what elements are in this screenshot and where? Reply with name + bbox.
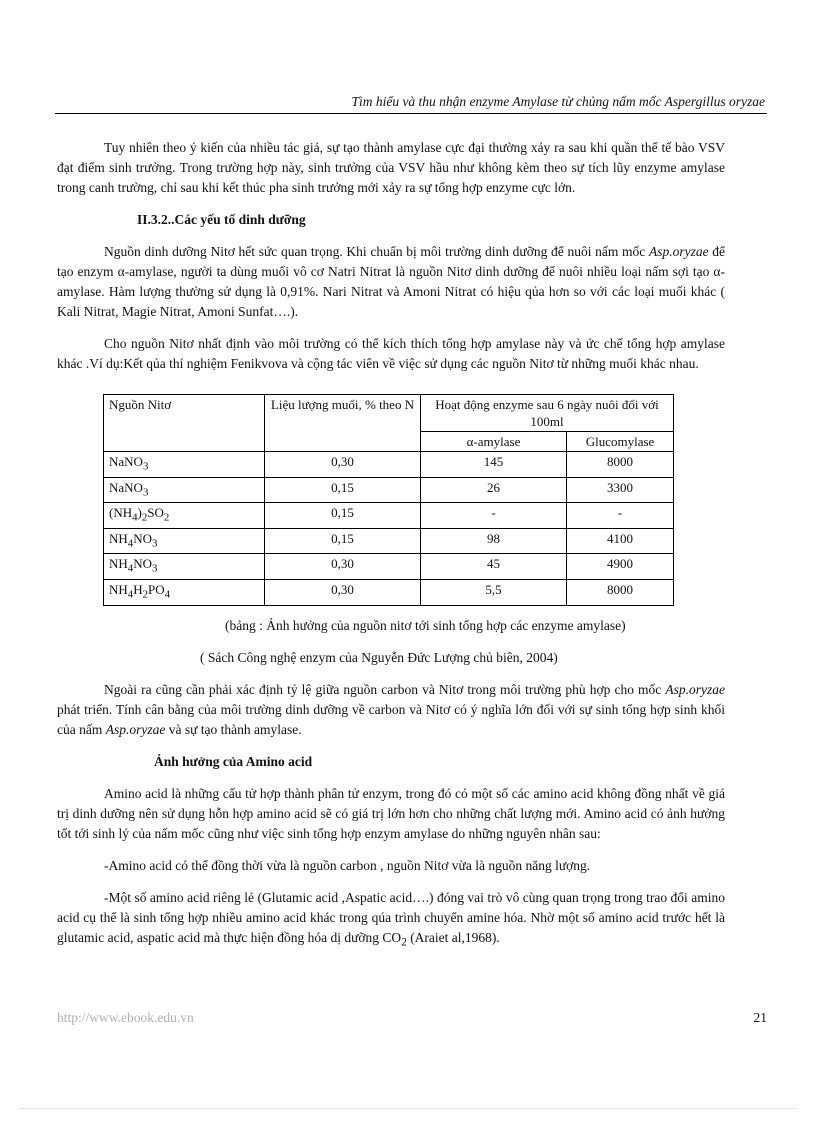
page-number: 21 [753,1010,767,1025]
page-footer [57,1010,767,1026]
formula-subscript: 2 [141,511,148,524]
paragraph [57,888,725,953]
alpha-cell: 98 [421,528,567,554]
nitrogen-source-cell [104,579,265,605]
formula-part: NO [133,556,152,572]
running-header: Tìm hiểu và thu nhận enzyme Amylase từ chủng nấm mốc Aspergillus oryzae [351,94,765,109]
alpha-cell: 5,5 [421,579,567,605]
table-header-row [104,395,674,432]
nitrogen-source-cell [104,503,265,529]
header-cell: α-amylase [421,432,567,452]
formula-part: NaNO [109,454,143,469]
formula-subscript: 3 [142,460,149,473]
formula-subscript: 2 [142,588,149,601]
gluco-cell: 8000 [567,452,674,478]
gluco-cell: - [567,503,674,529]
text-run: và sự tạo thành amylase. [165,721,302,737]
header-cell: Hoạt động enzyme sau 6 ngày nuôi đối với 100ml [421,395,674,432]
gluco-cell: 8000 [567,579,674,605]
formula-subscript: 4 [127,537,134,550]
formula-part: ) [137,505,142,521]
subscript: 2 [401,936,407,949]
species-name: Asp.oryzae [648,244,709,259]
text-run: -Một số amino acid riêng lẻ (Glutamic acid ,Aspatic acid….) đóng vai trò vô cùng quan trọng trong trao đổi amino acid cụ thể là sinh tổng hợp nhiều amino acid khác trong qúa trình chuyển amine hóa. Nhờ một số amino acid trước hết là glutamic acid, aspatic acid mà thực hiện đồng hóa dị dưỡng CO [57,889,725,945]
formula-part: (NH [109,505,133,521]
nitrogen-source-table [103,394,674,606]
page-body [57,138,725,964]
nitrogen-source-cell [104,554,265,580]
text-run: Ngoài ra cũng cần phải xác định tỷ lệ giữa nguồn carbon và Nitơ trong môi trường phù hợp cho mốc [104,681,666,697]
formula-part: NH [109,581,128,597]
header-cell: Glucomylase [567,432,674,452]
nitrogen-source-cell [104,452,265,478]
formula-part: NH [109,556,128,572]
table-row [104,503,674,529]
section-heading-amino: Ảnh hưởng của Amino acid [154,753,313,769]
page-bottom-border [20,1108,796,1109]
table-row [104,477,674,503]
gluco-cell: 3300 [567,477,674,503]
paragraph: -Amino acid có thể đồng thời vừa là nguồn carbon , nguồn Nitơ vừa là nguồn năng lượng. [104,857,591,873]
formula-part: NO [133,530,152,546]
alpha-cell: 26 [421,477,567,503]
dose-cell: 0,30 [265,579,421,605]
table-row [104,452,674,478]
formula-subscript: 4 [132,511,138,524]
formula-subscript: 3 [142,486,149,499]
text-run: phát triển. Tính cân bằng của môi trường dinh dưỡng về carbon và Nitơ có ý nghĩa lớn đối với sự sinh tổng hợp sinh khối của nấm [57,701,725,737]
formula-subscript: 3 [151,537,158,550]
alpha-cell: - [421,503,567,529]
nitrogen-source-cell [104,477,265,503]
formula-subscript: 3 [151,562,158,575]
dose-cell: 0,15 [265,503,421,529]
alpha-cell: 45 [421,554,567,580]
table-row [104,554,674,580]
paragraph [57,242,725,322]
formula-part: SO [147,505,164,521]
header-cell: Nguồn Nitơ [104,395,265,452]
dose-cell: 0,15 [265,477,421,503]
paragraph: Tuy nhiên theo ý kiến của nhiều tác giả, sự tạo thành amylase cực đại thường xảy ra sau khi quần thể tế bào VSV đạt điểm sinh trưởng. Trong trường hợp này, sinh trưởng của VSV hầu như không kèm theo sự tích lũy enzyme amylase trong canh trường, chỉ sau khi kết thúc pha sinh trưởng mới xảy ra sự tổng hợp enzyme cực lớn. [57,140,725,195]
header-cell: Liệu lượng muối, % theo N [265,395,421,452]
dose-cell: 0,30 [265,452,421,478]
header-rule [55,113,767,114]
dose-cell: 0,30 [265,554,421,580]
table-row [104,528,674,554]
formula-subscript: 2 [163,511,170,524]
formula-subscript: 4 [127,562,134,575]
table-caption: (bảng : Ảnh hưởng của nguồn nitơ tới sinh tổng hợp các enzyme amylase) [225,617,626,633]
table-row [104,579,674,605]
dose-cell: 0,15 [265,528,421,554]
formula-part: H [133,581,143,597]
paragraph: Amino acid là những cấu tử hợp thành phân tử enzym, trong đó có một số các amino acid không đồng nhất về giá trị dinh dưỡng nên sử dụng hỗn hợp amino acid sẽ có giá trị lớn hơn cho những chất lượng mới. Amino acid có ảnh hưởng tốt tới sinh lý của nấm mốc cũng như việc sinh tổng hợp enzym amylase do những nguyên nhân sau: [57,785,725,841]
table-body [104,452,674,606]
table-source: ( Sách Công nghệ enzym của Nguyễn Đức Lượng chủ biên, 2004) [200,649,558,665]
gluco-cell: 4900 [567,554,674,580]
text-run: để tạo enzym α-amylase, người ta dùng muối vô cơ Natri Nitrat là nguồn Nitơ dinh dưỡng để nuôi nhiều loại nấm sợi tạo α-amylase. Hàm lượng thường sử dụng là 0,91%. Nari Nitrat và Amoni Nitrat có hiệu qủa hơn so với các loại muối khác ( Kali Nitrat, Magie Nitrat, Amoni Sunfat….). [57,244,725,319]
paragraph [57,680,725,740]
section-heading-nutrition: II.3.2..Các yếu tố dinh dưỡng [137,212,306,227]
formula-subscript: 4 [164,588,171,601]
footer-url[interactable]: http://www.ebook.edu.vn [57,1010,194,1025]
alpha-cell: 145 [421,452,567,478]
formula-subscript: 4 [127,588,134,601]
text-run: Nguồn dinh dưỡng Nitơ hết sức quan trọng. Khi chuẩn bị môi trường dinh dưỡng để nuôi nấm mốc [104,244,649,259]
formula-part: NaNO [109,479,143,495]
species-name: Asp.oryzae [105,721,166,737]
formula-part: PO [148,581,165,597]
text-run: (Araiet al,1968). [406,929,500,945]
nitrogen-source-cell [104,528,265,554]
formula-part: NH [109,530,128,546]
gluco-cell: 4100 [567,528,674,554]
paragraph: Cho nguồn Nitơ nhất định vào môi trường có thể kích thích tổng hợp amylase này và ức chế tổng hợp amylase khác .Ví dụ:Kết qủa thí nghiệm Fenikvova và cộng tác viên về việc sử dụng các nguồn Nitơ từ những muối khác nhau. [57,336,725,371]
species-name: Asp.oryzae [665,681,725,697]
